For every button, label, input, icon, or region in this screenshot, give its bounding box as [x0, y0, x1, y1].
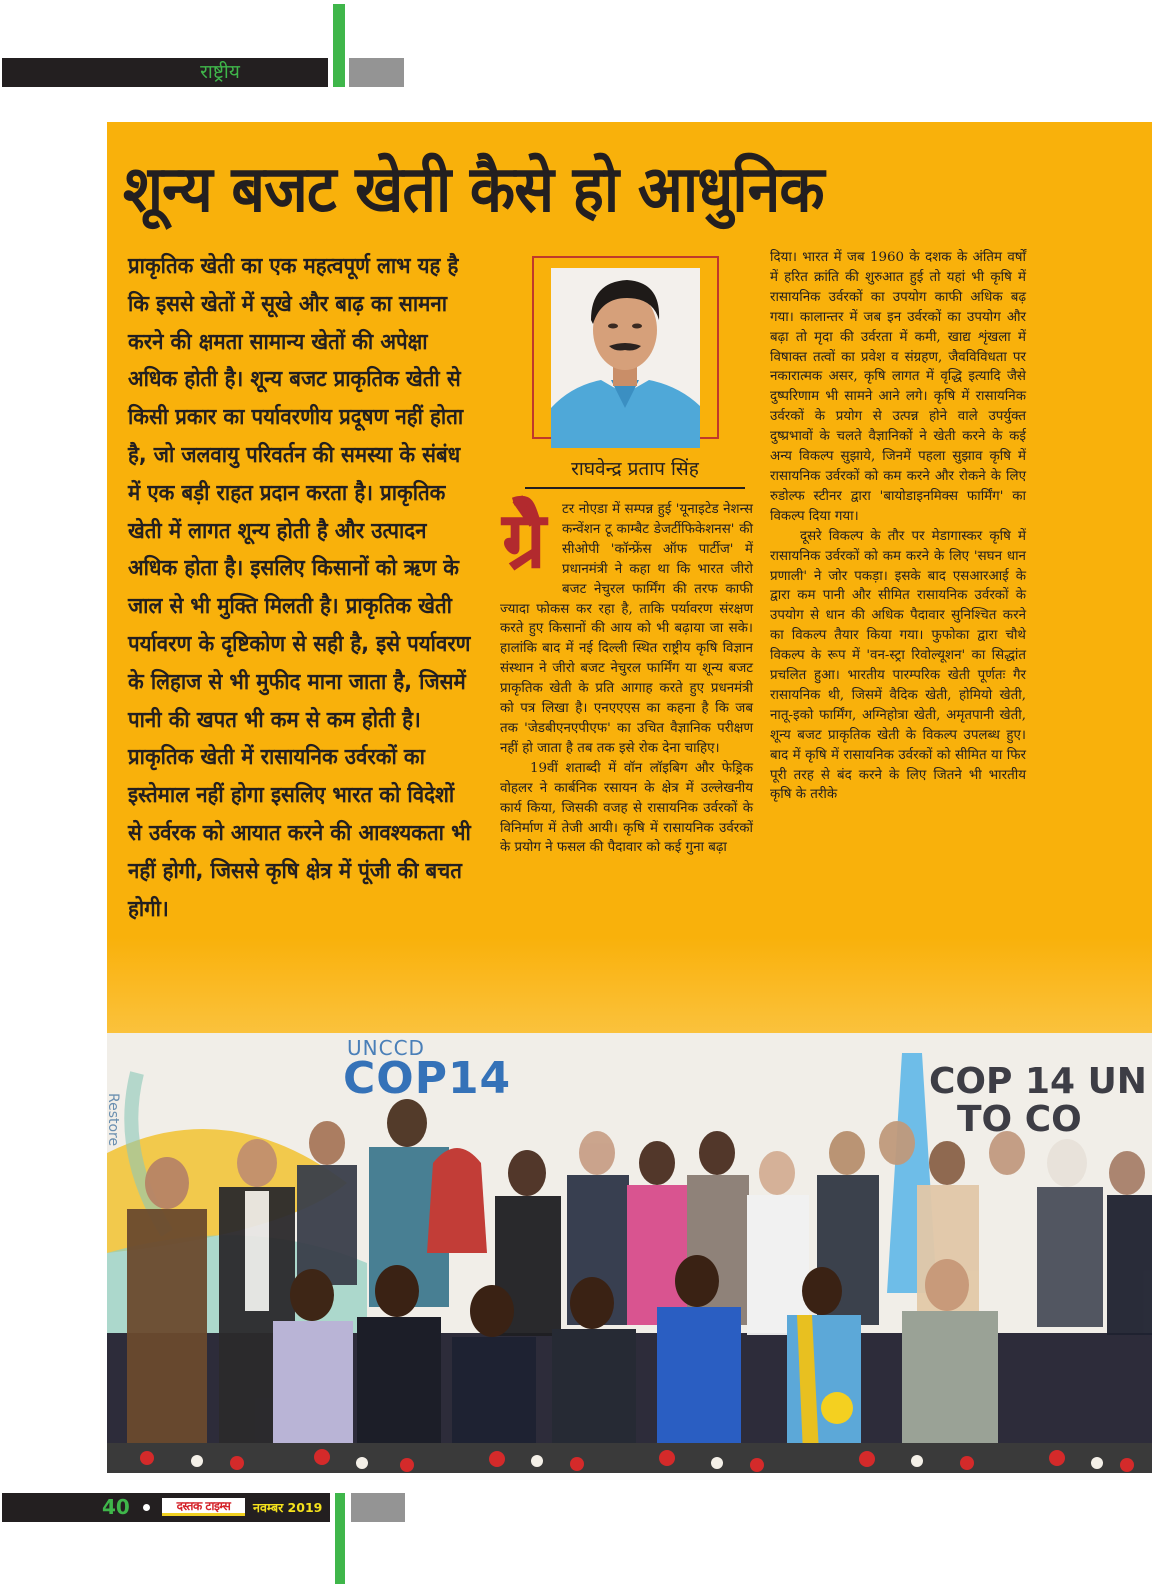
header-grey-block	[349, 58, 404, 87]
banner-unccd-text: UNCCD	[347, 1036, 425, 1060]
banner-side-text: Restore	[105, 1093, 121, 1147]
page-number: 40	[102, 1495, 130, 1519]
banner-right-line2: TO CO	[957, 1099, 1082, 1140]
pull-text: प्राकृतिक खेती का एक महत्वपूर्ण लाभ यह है कि इससे खेतों में सूखे और बाढ़ का सामना करने की क्षमता सामान्य खेतों की अपेक्षा अधिक होती है। शून्य बजट प्राकृतिक खेती से किसी प्रकार का पर्यावरणीय प्रदूषण नहीं होता है, जो जलवायु परिवर्तन की समस्या के संबंध में एक बड़ी राहत प्रदान करता है। प्राकृतिक खेती में लागत शून्य होती है और उत्पादन अधिक होता है। इसलिए किसानों को ऋण के जाल से भी मुक्ति मिलती है। प्राकृतिक खेती पर्यावरण के दृष्टिकोण से सही है, इसे पर्यावरण के लिहाज से भी मुफीद माना जाता है, जिसमें पानी की खपत भी कम से कम होती है। प्राकृतिक खेती में रासायनिक उर्वरकों का इस्तेमाल नहीं होगा इसलिए भारत को विदेशों से उर्वरक को आयात करने की आवश्यकता भी नहीं होगी, जिससे कृषि क्षेत्र में पूंजी की बचत होगी।	[128, 254, 471, 922]
author-divider	[525, 487, 745, 489]
bullet-icon	[143, 1504, 150, 1511]
body-paragraph: 19वीं शताब्दी में वॉन लॉइबिग और फेड्रिक वोहलर ने कार्बनिक रसायन के क्षेत्र में उल्लेखनीय कार्य किया, जिसकी वजह से रासायनिक उर्वरकों के विनिर्माण में तेजी आयी। कृषि में रासायनिक उर्वरकों के प्रयोग ने फसल की पैदावार को कई गुना बढ़ा	[500, 760, 753, 856]
footer-green-accent	[335, 1493, 345, 1584]
body-paragraph: दूसरे विकल्प के तौर पर मेडागास्कर कृषि में रासायनिक उर्वरकों को कम करने के लिए 'सघन धान प्रणाली' ने जोर पकड़ा। इसके बाद एसआरआई के द्वारा कम पानी और सीमित रासायनिक उर्वरकों के उपयोग से धान की अधिक पैदावार सुनिश्चित करने का विकल्प तैयार किया गया। फुफोका द्वारा चौथे विकल्प के रूप में 'वन-स्ट्रा रिवोल्यूशन' का सिद्धांत प्रचलित हुआ। भारतीय पारम्परिक खेती पूर्णतः गैर रासायनिक थी, जिसमें वैदिक खेती, होमियो खेती, नातू-इको फार्मिंग, अग्निहोत्रा खेती, अमृतपानी खेती, शून्य बजट प्राकृतिक खेती के विकल्प उपलब्ध हुए। बाद में कृषि में रासायनिक उर्वरकों को सीमित या फिर पूरी तरह से बंद करने के लिए जितने भी भारतीय कृषि के तरीके	[770, 528, 1026, 803]
body-column-right	[770, 248, 1026, 805]
magazine-logo-text: दस्तक टाइम्स	[176, 1499, 231, 1513]
issue-date: नवम्बर 2019	[253, 1500, 323, 1515]
body-column-middle	[500, 496, 753, 858]
event-group-photo	[107, 1033, 1152, 1473]
magazine-logo	[162, 1498, 245, 1516]
header-green-accent	[333, 4, 345, 87]
body-paragraph: दिया। भारत में जब 1960 के दशक के अंतिम वर्षों में हरित क्रांति की शुरुआत हुई तो यहां भी कृषि में रासायनिक उर्वरकों का उपयोग काफी अधिक बढ़ गया। कालान्तर में जब इन उर्वरकों का उपयोग और बढ़ा तो मृदा की उर्वरता में कमी, खाद्य शृंखला में विषाक्त तत्वों का प्रवेश व संग्रहण, जैवविविधता पर नकारात्मक असर, कृषि लागत में वृद्धि इत्यादि जैसे दुष्परिणाम भी सामने आने लगे। कृषि में रासायनिक उर्वरकों के प्रयोग से उत्पन्न होने वाले उपर्युक्त दुष्प्रभावों के चलते वैज्ञानिकों ने खेती करने के कई अन्य विकल्प सुझाये, जिनमें पहला सुझाव कृषि में रासायनिक उर्वरकों को कम करने और रोकने के लिए रुडोल्फ स्टीनर द्वारा 'बायोडाइनमिक्स फार्मिंग' का विकल्प दिया गया।	[770, 250, 1026, 524]
footer-bar	[2, 1493, 330, 1522]
banner-right-line1: COP 14 UN	[929, 1061, 1147, 1102]
section-label: राष्ट्रीय	[200, 61, 240, 83]
author-name: राघवेन्द्र प्रताप सिंह	[571, 458, 699, 480]
section-header-bar	[2, 58, 328, 87]
footer-grey-block	[351, 1493, 405, 1522]
article-headline: शून्य बजट खेती कैसे हो आधुनिक	[123, 153, 824, 227]
banner-cop14-text: COP14	[343, 1053, 512, 1104]
dropcap	[500, 496, 556, 592]
body-paragraph: टर नोएडा में सम्पन्न हुई 'यूनाइटेड नेशन्स कन्वेंशन टू काम्बैट डेजर्टीफिकेशनस' की सीओपी 'कॉन्फ्रेंस ऑफ पार्टीज' में प्रधानमंत्री ने कहा था कि भारत जीरो बजट नेचुरल फार्मिंग की तरफ काफी ज्यादा फोकस कर रहा है, ताकि पर्यावरण संरक्षण करते हुए किसानों की आय को भी बढ़ाया जा सके। हालांकि बाद में नई दिल्ली स्थित राष्ट्रीय कृषि विज्ञान संस्थान ने जीरो बजट नेचुरल फार्मिंग या शून्य बजट प्राकृतिक खेती के प्रति आगाह करते हुए प्रधनमंत्री को पत्र लिखा है। एनएएएस का कहना है कि जब तक 'जेडबीएनएपीएफ' का उचित वैज्ञानिक परीक्षण नहीं हो जाता है तब तक इसे रोक देना चाहिए।	[500, 502, 753, 756]
author-photo	[551, 268, 700, 448]
dropcap-letter: ग्रे	[502, 496, 546, 586]
